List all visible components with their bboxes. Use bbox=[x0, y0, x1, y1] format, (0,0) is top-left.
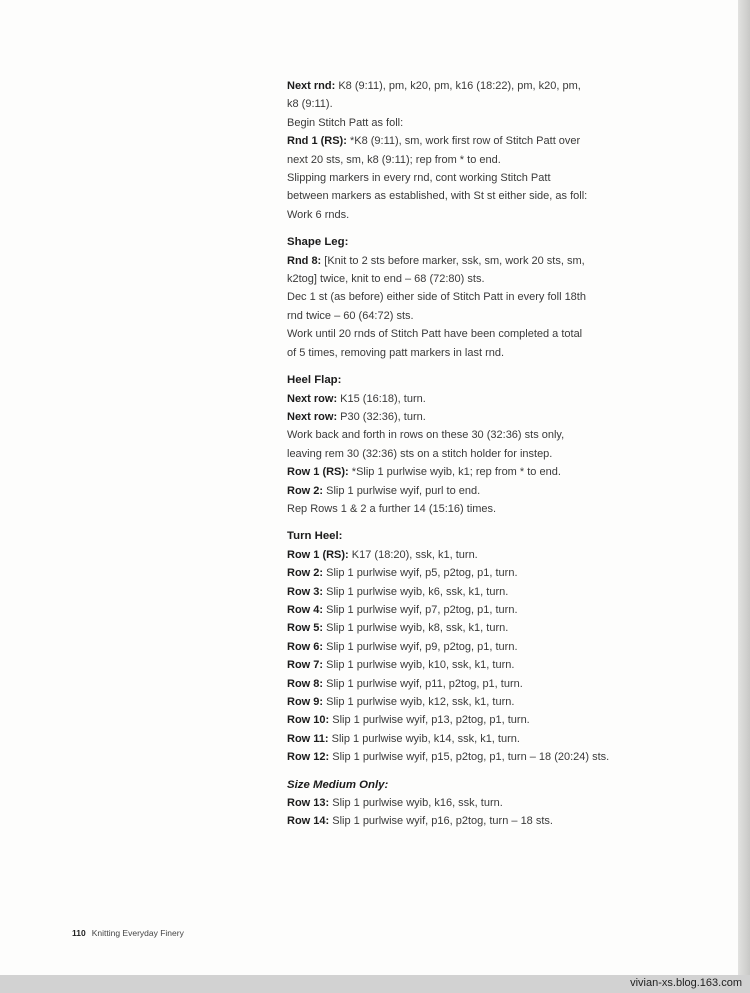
instruction-line bbox=[287, 619, 647, 637]
instruction-text: K15 (16:18), turn. bbox=[337, 392, 426, 405]
heel-flap-section bbox=[287, 390, 647, 519]
shape-leg-heading: Shape Leg: bbox=[287, 236, 349, 249]
instruction-label: Row 3: bbox=[287, 585, 324, 598]
instruction-line bbox=[287, 252, 647, 270]
instruction-line bbox=[287, 151, 647, 169]
watermark-text: vivian-xs.blog.163.com bbox=[630, 977, 742, 989]
page-number: 110 bbox=[72, 928, 86, 938]
instruction-label: Row 14: bbox=[287, 815, 330, 828]
instruction-text: Slip 1 purlwise wyif, p9, p2tog, p1, turn. bbox=[323, 640, 518, 653]
instruction-text: leaving rem 30 (32:36) sts on a stitch holder for instep. bbox=[287, 447, 553, 460]
instruction-label: Row 2: bbox=[287, 567, 324, 580]
instruction-line bbox=[287, 463, 647, 481]
instruction-text: Dec 1 st (as before) either side of Stitch Patt in every foll 18th bbox=[287, 291, 586, 304]
instruction-label: Next row: bbox=[287, 410, 338, 423]
instruction-text: K8 (9:11), pm, k20, pm, k16 (18:22), pm, k20, pm, bbox=[335, 80, 581, 92]
instruction-text: [Knit to 2 sts before marker, ssk, sm, work 20 sts, sm, bbox=[321, 254, 585, 267]
instruction-label: Row 12: bbox=[287, 751, 330, 764]
instruction-text: next 20 sts, sm, k8 (9:11); rep from * to end. bbox=[287, 153, 501, 166]
instruction-line bbox=[287, 114, 647, 132]
instruction-line bbox=[287, 546, 647, 564]
instruction-text: between markers as established, with St st either side, as foll: bbox=[287, 190, 588, 203]
instruction-line bbox=[287, 288, 647, 306]
instruction-text: Work 6 rnds. bbox=[287, 208, 350, 221]
instruction-label: Row 9: bbox=[287, 696, 324, 708]
size-medium-heading: Size Medium Only: bbox=[287, 778, 389, 791]
instruction-line bbox=[287, 426, 647, 444]
instruction-line bbox=[287, 748, 647, 766]
instruction-line bbox=[287, 206, 647, 224]
instruction-text: Slip 1 purlwise wyib, k10, ssk, k1, turn. bbox=[323, 659, 515, 672]
instruction-label: Row 7: bbox=[287, 659, 324, 672]
instruction-label: Row 8: bbox=[287, 677, 324, 690]
instruction-line bbox=[287, 656, 647, 674]
instruction-text: Slip 1 purlwise wyif, p15, p2tog, p1, turn – 18 (20:24) sts. bbox=[329, 751, 610, 764]
instruction-line bbox=[287, 77, 647, 95]
instruction-line bbox=[287, 711, 647, 729]
instruction-label: Rnd 1 (RS): bbox=[287, 135, 347, 148]
instruction-line bbox=[287, 482, 647, 500]
instruction-line bbox=[287, 95, 647, 113]
instruction-label: Rnd 8: bbox=[287, 254, 322, 267]
instruction-line bbox=[287, 693, 647, 711]
instruction-line bbox=[287, 445, 647, 463]
instruction-text: Rep Rows 1 & 2 a further 14 (15:16) times. bbox=[287, 502, 497, 515]
instruction-text: Work back and forth in rows on these 30 (32:36) sts only, bbox=[287, 429, 565, 442]
instruction-text: Slip 1 purlwise wyif, p11, p2tog, p1, turn. bbox=[323, 677, 523, 690]
instruction-label: Row 1 (RS): bbox=[287, 548, 349, 561]
instruction-text: Slip 1 purlwise wyif, p16, p2tog, turn – 18 sts. bbox=[329, 815, 553, 828]
instruction-text: Slip 1 purlwise wyib, k6, ssk, k1, turn. bbox=[323, 585, 509, 598]
instruction-line bbox=[287, 270, 647, 288]
watermark-bar bbox=[0, 975, 750, 993]
instruction-line bbox=[287, 794, 647, 812]
size-medium-section bbox=[287, 794, 647, 831]
turn-heel-heading: Turn Heel: bbox=[287, 530, 343, 543]
instruction-label: Row 4: bbox=[287, 603, 324, 616]
instruction-line bbox=[287, 812, 647, 830]
instruction-label: Row 10: bbox=[287, 714, 330, 727]
instruction-text: Slip 1 purlwise wyib, k14, ssk, k1, turn. bbox=[328, 732, 520, 745]
instruction-line bbox=[287, 325, 647, 343]
instruction-line bbox=[287, 344, 647, 362]
heel-flap-heading: Heel Flap: bbox=[287, 374, 342, 387]
book-title: Knitting Everyday Finery bbox=[91, 928, 184, 938]
instruction-line bbox=[287, 675, 647, 693]
instruction-label: Row 13: bbox=[287, 797, 330, 810]
instruction-text: Slip 1 purlwise wyif, p13, p2tog, p1, turn. bbox=[329, 714, 530, 727]
instruction-text: K17 (18:20), ssk, k1, turn. bbox=[348, 548, 478, 561]
instruction-text: Slip 1 purlwise wyif, purl to end. bbox=[323, 484, 481, 497]
instruction-line bbox=[287, 307, 647, 325]
instruction-text: rnd twice – 60 (64:72) sts. bbox=[287, 309, 414, 322]
instruction-label: Next rnd: bbox=[287, 80, 336, 92]
instruction-text: Slip 1 purlwise wyib, k12, ssk, k1, turn. bbox=[323, 696, 515, 708]
instruction-text: Slip 1 purlwise wyif, p7, p2tog, p1, turn. bbox=[323, 603, 518, 616]
instruction-text: k2tog] twice, knit to end – 68 (72:80) sts. bbox=[287, 273, 485, 286]
instruction-text: *K8 (9:11), sm, work first row of Stitch Patt over bbox=[346, 135, 581, 148]
page-edge-shadow bbox=[738, 0, 750, 975]
instruction-text: Work until 20 rnds of Stitch Patt have been completed a total bbox=[287, 328, 583, 341]
instruction-line bbox=[287, 187, 647, 205]
instruction-text: of 5 times, removing patt markers in last rnd. bbox=[287, 346, 505, 359]
instruction-text: k8 (9:11). bbox=[287, 98, 333, 111]
instruction-line bbox=[287, 408, 647, 426]
pattern-text-column bbox=[287, 77, 647, 831]
intro-section bbox=[287, 77, 647, 224]
instruction-line bbox=[287, 564, 647, 582]
instruction-label: Row 1 (RS): bbox=[287, 466, 349, 479]
instruction-line bbox=[287, 730, 647, 748]
instruction-line bbox=[287, 638, 647, 656]
instruction-text: *Slip 1 purlwise wyib, k1; rep from * to end. bbox=[348, 466, 561, 479]
instruction-line bbox=[287, 132, 647, 150]
page-footer bbox=[72, 928, 184, 938]
instruction-label: Row 11: bbox=[287, 732, 329, 745]
instruction-text: Slip 1 purlwise wyif, p5, p2tog, p1, turn. bbox=[323, 567, 518, 580]
instruction-label: Row 2: bbox=[287, 484, 324, 497]
instruction-label: Row 5: bbox=[287, 622, 324, 635]
instruction-text: Slipping markers in every rnd, cont working Stitch Patt bbox=[287, 172, 551, 185]
instruction-text: Begin Stitch Patt as foll: bbox=[287, 116, 404, 129]
instruction-text: P30 (32:36), turn. bbox=[337, 410, 426, 423]
shape-leg-section bbox=[287, 252, 647, 362]
instruction-text: Slip 1 purlwise wyib, k16, ssk, turn. bbox=[329, 797, 503, 810]
instruction-line bbox=[287, 500, 647, 518]
instruction-line bbox=[287, 601, 647, 619]
instruction-line bbox=[287, 390, 647, 408]
instruction-line bbox=[287, 583, 647, 601]
instruction-label: Next row: bbox=[287, 392, 338, 405]
instruction-text: Slip 1 purlwise wyib, k8, ssk, k1, turn. bbox=[323, 622, 509, 635]
instruction-label: Row 6: bbox=[287, 640, 324, 653]
instruction-line bbox=[287, 169, 647, 187]
turn-heel-section bbox=[287, 546, 647, 767]
